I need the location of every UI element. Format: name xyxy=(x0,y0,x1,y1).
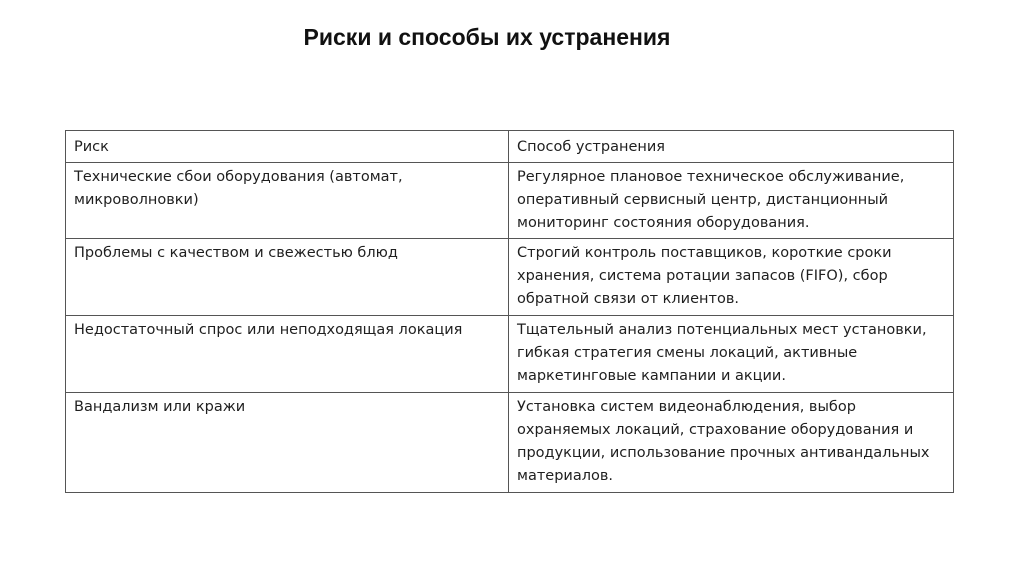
header-risk: Риск xyxy=(66,131,509,163)
slide-title: Риски и способы их устранения xyxy=(303,24,671,50)
risk-cell: Проблемы с качеством и свежестью блюд xyxy=(66,239,509,316)
table-row xyxy=(66,163,954,239)
risk-cell: Недостаточный спрос или неподходящая локация xyxy=(66,316,509,393)
risk-cell: Технические сбои оборудования (автомат, микроволновки) xyxy=(66,163,509,239)
solution-cell: Тщательный анализ потенциальных мест установки, гибкая стратегия смены локаций, активные маркетинговые кампании и акции. xyxy=(509,316,954,393)
table-row xyxy=(66,393,954,493)
solution-cell: Строгий контроль поставщиков, короткие сроки хранения, система ротации запасов (FIFO), сбор обратной связи от клиентов. xyxy=(509,239,954,316)
header-solution: Способ устранения xyxy=(509,131,954,163)
table-header-row xyxy=(66,131,954,163)
solution-cell: Установка систем видеонаблюдения, выбор охраняемых локаций, страхование оборудования и продукции, использование прочных антивандальных материалов. xyxy=(509,393,954,493)
risk-cell: Вандализм или кражи xyxy=(66,393,509,493)
table-row xyxy=(66,316,954,393)
solution-cell: Регулярное плановое техническое обслуживание, оперативный сервисный центр, дистанционный мониторинг состояния оборудования. xyxy=(509,163,954,239)
table-row xyxy=(66,239,954,316)
risk-table xyxy=(65,130,954,493)
